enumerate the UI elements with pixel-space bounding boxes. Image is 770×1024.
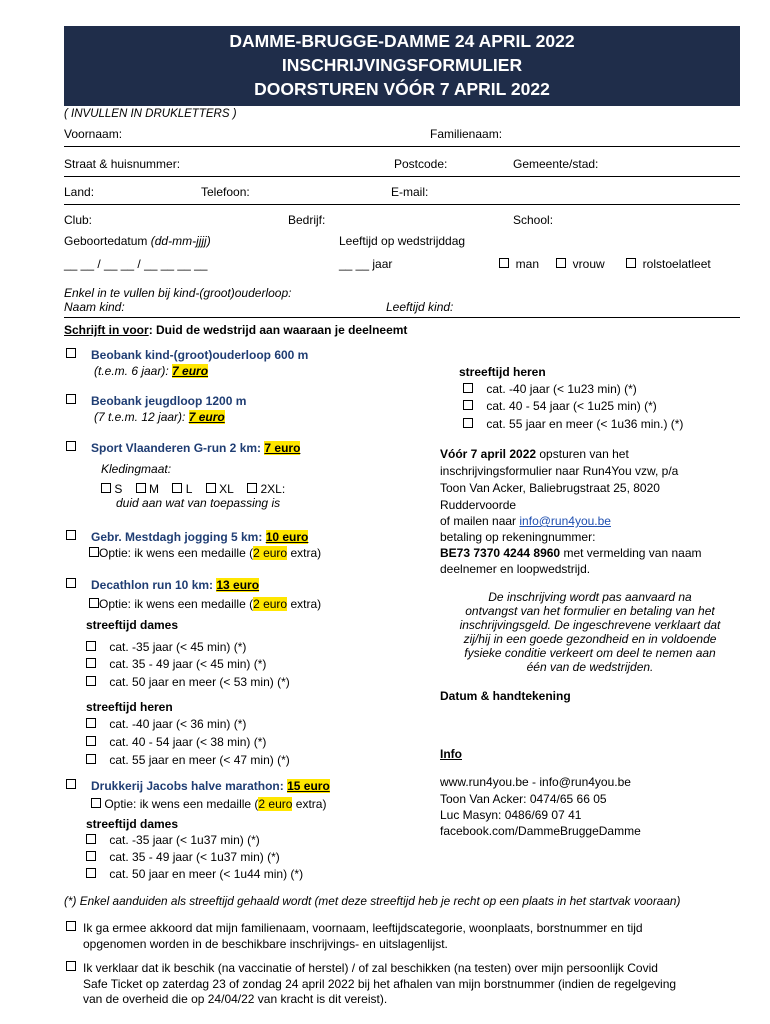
checkbox[interactable] <box>247 483 257 493</box>
decathlon-dames-option[interactable]: cat. 50 jaar en meer (< 53 min) (*) <box>86 674 290 690</box>
race-beobank-kind-sub: (t.e.m. 6 jaar): 7 euro <box>94 364 209 378</box>
send-line: deelnemer en loopwedstrijd. <box>440 562 591 576</box>
acceptance-line: inschrijvingsgeld. De ingeschrevene verklaart dat <box>459 618 721 632</box>
checkbox[interactable] <box>463 400 473 410</box>
race-beobank-kind-checkbox[interactable] <box>66 348 76 358</box>
jacobs-heren-title: streeftijd heren <box>459 365 546 379</box>
jacobs-heren-option[interactable]: cat. 40 - 54 jaar (< 1u25 min) (*) <box>463 398 657 414</box>
checkbox[interactable] <box>91 798 101 808</box>
checkbox[interactable] <box>626 258 636 268</box>
decathlon-heren-option[interactable]: cat. 40 - 54 jaar (< 38 min) (*) <box>86 734 266 750</box>
header-title: DAMME-BRUGGE-DAMME 24 APRIL 2022 <box>229 31 575 51</box>
decathlon-dames-title: streeftijd dames <box>86 618 179 632</box>
consent2-checkbox[interactable] <box>66 961 76 971</box>
checkbox[interactable] <box>86 736 96 746</box>
consent2-line: van de overheid die op 24/04/22 van kracht is dit vereist). <box>83 992 388 1006</box>
telefoon-label[interactable]: Telefoon: <box>201 185 250 199</box>
decathlon-heren-option[interactable]: cat. 55 jaar en meer (< 47 min) (*) <box>86 752 290 768</box>
info-title: Info <box>440 747 462 761</box>
jacobs-heren-option[interactable]: cat. 55 jaar en meer (< 1u36 min.) (*) <box>463 416 683 432</box>
checkbox[interactable] <box>499 258 509 268</box>
race-decathlon-checkbox[interactable] <box>66 578 76 588</box>
checkbox[interactable] <box>86 754 96 764</box>
checkbox[interactable] <box>86 641 96 651</box>
consent2-line: Safe Ticket op zaterdag 23 of zondag 24 april 2022 bij het afhalen van mijn borstnummer (indien de regelgeving <box>83 977 677 991</box>
price: 10 euro <box>265 530 309 544</box>
geboortedatum-label: Geboortedatum (dd-mm-jjjj) <box>64 234 211 248</box>
straat-label[interactable]: Straat & huisnummer: <box>64 157 181 171</box>
acceptance-line: zij/hij in een goede gezondheid en in voldoende <box>463 632 717 646</box>
mestdagh-medal-option[interactable]: Optie: ik wens een medaille (2 euro extra) <box>89 545 321 561</box>
jacobs-dames-option[interactable]: cat. -35 jaar (< 1u37 min) (*) <box>86 832 260 848</box>
checkbox[interactable] <box>136 483 146 493</box>
race-sport-vl-checkbox[interactable] <box>66 441 76 451</box>
divider <box>64 317 740 318</box>
race-mestdagh-checkbox[interactable] <box>66 530 76 540</box>
info-line: Toon Van Acker: 0474/65 66 05 <box>440 792 607 806</box>
checkbox[interactable] <box>89 547 99 557</box>
race-mestdagh-title: Gebr. Mestdagh jogging 5 km: 10 euro <box>91 530 309 544</box>
divider <box>64 146 740 147</box>
race-sport-vl-title: Sport Vlaanderen G-run 2 km: 7 euro <box>91 441 301 455</box>
land-label[interactable]: Land: <box>64 185 95 199</box>
race-beobank-jeugd-sub: (7 t.e.m. 12 jaar): 7 euro <box>94 410 225 424</box>
checkbox[interactable] <box>86 658 96 668</box>
gemeente-label[interactable]: Gemeente/stad: <box>513 157 599 171</box>
race-beobank-jeugd-checkbox[interactable] <box>66 394 76 404</box>
races-heading: Schrijft in voor: Duid de wedstrijd aan waaraan je deelneemt <box>64 323 408 337</box>
price: 7 euro <box>188 410 225 424</box>
acceptance-line: fysieke conditie verkeert om deel te nemen aan <box>464 646 716 660</box>
send-line: BE73 7370 4244 8960 met vermelding van naam <box>440 546 702 560</box>
acceptance-line: één van de wedstrijden. <box>526 660 654 674</box>
email-label[interactable]: E-mail: <box>391 185 429 199</box>
iban: BE73 7370 4244 8960 <box>440 546 561 560</box>
bedrijf-label[interactable]: Bedrijf: <box>288 213 326 227</box>
jacobs-dames-option[interactable]: cat. 35 - 49 jaar (< 1u37 min) (*) <box>86 849 280 865</box>
familienaam-label[interactable]: Familienaam: <box>430 127 503 141</box>
leeftijd-label: Leeftijd op wedstrijddag <box>339 234 466 248</box>
jacobs-dames-option[interactable]: cat. 50 jaar en meer (< 1u44 min) (*) <box>86 866 303 882</box>
gender-rolstoel-option[interactable]: rolstoelatleet <box>626 256 711 272</box>
birthdate-input[interactable]: __ __ / __ __ / __ __ __ __ <box>64 257 208 271</box>
send-line: of mailen naar info@run4you.be <box>440 514 611 528</box>
club-label[interactable]: Club: <box>64 213 93 227</box>
geboortedatum-format: (dd-mm-jjjj) <box>150 234 211 248</box>
header-deadline: DOORSTUREN VÓÓR 7 APRIL 2022 <box>254 79 550 99</box>
checkbox[interactable] <box>556 258 566 268</box>
size-options[interactable]: S M L XL 2XL: <box>101 481 285 497</box>
send-line: inschrijvingsformulier naar Run4You vzw, p/a <box>440 464 679 478</box>
price: 7 euro <box>172 364 209 378</box>
gender-vrouw-option[interactable]: vrouw <box>556 256 605 272</box>
jacobs-heren-option[interactable]: cat. -40 jaar (< 1u23 min) (*) <box>463 381 637 397</box>
checkbox[interactable] <box>172 483 182 493</box>
race-decathlon-title: Decathlon run 10 km: 13 euro <box>91 578 260 592</box>
decathlon-heren-option[interactable]: cat. -40 jaar (< 36 min) (*) <box>86 716 246 732</box>
divider <box>64 176 740 177</box>
divider <box>64 204 740 205</box>
price: 13 euro <box>216 578 260 592</box>
kledingmaat-label: Kledingmaat: <box>101 462 172 476</box>
jacobs-medal-option[interactable]: Optie: ik wens een medaille (2 euro extra) <box>91 796 326 812</box>
sizes-note: duid aan wat van toepassing is <box>116 496 281 510</box>
checkbox[interactable] <box>86 851 96 861</box>
send-line: betaling op rekeningnummer: <box>440 530 596 544</box>
race-jacobs-title: Drukkerij Jacobs halve marathon: 15 euro <box>91 779 330 793</box>
signature-label[interactable]: Datum & handtekening <box>440 689 571 703</box>
info-line: www.run4you.be - info@run4you.be <box>440 775 631 789</box>
race-jacobs-checkbox[interactable] <box>66 779 76 789</box>
email-link[interactable]: info@run4you.be <box>519 514 611 528</box>
kind-note: Enkel in te vullen bij kind-(groot)ouderloop: <box>64 286 292 300</box>
instruction-text: ( INVULLEN IN DRUKLETTERS ) <box>64 108 237 120</box>
checkbox[interactable] <box>101 483 111 493</box>
footnote: (*) Enkel aanduiden als streeftijd gehaald wordt (met deze streeftijd heb je recht op een plaats in het startvak vooraan) <box>64 894 681 908</box>
jacobs-dames-title: streeftijd dames <box>86 817 179 831</box>
consent1-checkbox[interactable] <box>66 921 76 931</box>
checkbox[interactable] <box>89 598 99 608</box>
send-line: Vóór 7 april 2022 opsturen van het <box>440 447 629 461</box>
info-line: facebook.com/DammeBruggeDamme <box>440 824 641 838</box>
header-banner <box>64 26 740 106</box>
voornaam-label[interactable]: Voornaam: <box>64 127 123 141</box>
consent1-line: opgenomen worden in de beschikbare inschrijvings- en uitslagenlijst. <box>83 937 448 951</box>
leeftijd-kind-label[interactable]: Leeftijd kind: <box>386 300 454 314</box>
send-line: Ruddervoorde <box>440 498 517 512</box>
race-beobank-kind-title: Beobank kind-(groot)ouderloop 600 m <box>91 348 309 362</box>
decathlon-dames-option[interactable]: cat. -35 jaar (< 45 min) (*) <box>86 639 246 655</box>
info-line: Luc Masyn: 0486/69 07 41 <box>440 808 582 822</box>
decathlon-heren-title: streeftijd heren <box>86 700 173 714</box>
school-label[interactable]: School: <box>513 213 554 227</box>
send-line: Toon Van Acker, Baliebrugstraat 25, 8020 <box>440 481 660 495</box>
race-beobank-jeugd-title: Beobank jeugdloop 1200 m <box>91 394 247 408</box>
checkbox[interactable] <box>463 383 473 393</box>
checkbox[interactable] <box>86 834 96 844</box>
checkbox[interactable] <box>463 418 473 428</box>
decathlon-dames-option[interactable]: cat. 35 - 49 jaar (< 45 min) (*) <box>86 656 266 672</box>
checkbox[interactable] <box>86 868 96 878</box>
gender-man-option[interactable]: man <box>499 256 539 272</box>
checkbox[interactable] <box>206 483 216 493</box>
consent2-line: Ik verklaar dat ik beschik (na vaccinatie of herstel) / of zal beschikken (na testen) over mijn persoonlijk Covid <box>83 961 658 975</box>
age-input[interactable]: __ __ jaar <box>339 257 393 271</box>
consent1-line: Ik ga ermee akkoord dat mijn familienaam, voornaam, leeftijdscategorie, woonplaats, borstnummer en tijd <box>83 921 643 935</box>
header-subtitle: INSCHRIJVINGSFORMULIER <box>281 55 523 75</box>
postcode-label[interactable]: Postcode: <box>394 157 448 171</box>
checkbox[interactable] <box>86 676 96 686</box>
acceptance-line: ontvangst van het formulier en betaling van het <box>465 604 715 618</box>
checkbox[interactable] <box>86 718 96 728</box>
decathlon-medal-option[interactable]: Optie: ik wens een medaille (2 euro extra) <box>89 596 321 612</box>
price: 15 euro <box>287 779 330 793</box>
price: 7 euro <box>264 441 301 455</box>
naam-kind-label[interactable]: Naam kind: <box>64 300 125 314</box>
acceptance-line: De inschrijving wordt pas aanvaard na <box>488 590 692 604</box>
